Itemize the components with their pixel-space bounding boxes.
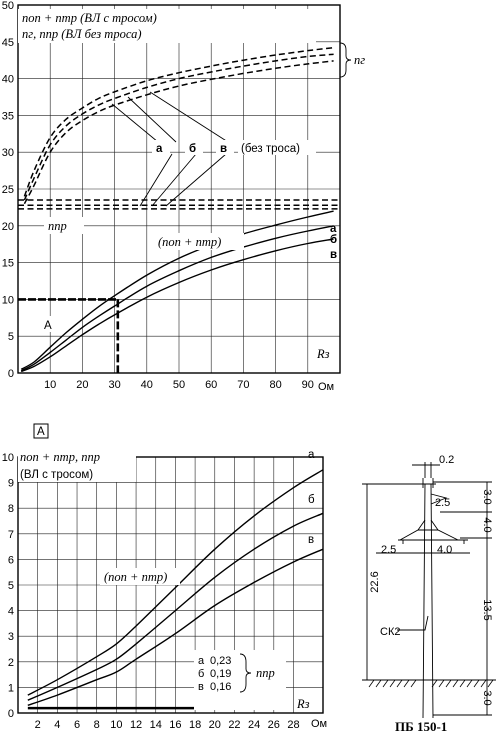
x-tick-label: 70 bbox=[237, 379, 250, 391]
legend-backdrop bbox=[194, 650, 286, 710]
hatch-mark bbox=[460, 680, 465, 687]
y-tick-label: 2 bbox=[7, 656, 14, 669]
bot-curve-b-label: б bbox=[308, 494, 315, 506]
dim-ground-seg: 3.0 bbox=[481, 690, 493, 706]
bottom-xlabel: Rз bbox=[297, 697, 310, 711]
tower-caption: ПБ 150-1 bbox=[395, 719, 448, 733]
x-tick-label: 20 bbox=[76, 379, 89, 391]
hatch-mark bbox=[439, 680, 444, 687]
top-curve-a-label: а bbox=[330, 223, 337, 235]
top-ylabel-2: nг, nпр (ВЛ без троса) bbox=[22, 27, 142, 41]
hatch-mark bbox=[488, 680, 493, 687]
bottom-nopntr-label: (nоп + nтр) bbox=[104, 570, 168, 584]
x-tick-label: 28 bbox=[287, 719, 300, 731]
bottom-ylabel-1: nоп + nтр, nпр bbox=[20, 450, 100, 464]
y-tick-label: 45 bbox=[1, 36, 14, 49]
x-tick-label: 16 bbox=[169, 719, 182, 731]
top-chart bbox=[2, 0, 366, 393]
x-tick-label: 26 bbox=[267, 719, 280, 731]
y-tick-label: 4 bbox=[7, 605, 14, 618]
legend-a-value: 0,23 bbox=[210, 655, 232, 667]
y-tick-label: 8 bbox=[7, 503, 14, 516]
x-tick-label: 20 bbox=[208, 719, 221, 731]
y-tick-label: 5 bbox=[7, 580, 14, 592]
top-chart-x-ticks bbox=[44, 379, 314, 391]
hatch-mark bbox=[383, 680, 388, 687]
dim-top-width: 0.2 bbox=[439, 454, 455, 466]
y-tick-label: 0 bbox=[7, 368, 14, 380]
bottom-xunit: Ом bbox=[311, 718, 328, 730]
label-b: б bbox=[189, 143, 197, 155]
x-tick-label: 10 bbox=[110, 719, 123, 731]
ng-label: nг bbox=[354, 53, 366, 67]
hatch-mark bbox=[467, 680, 472, 687]
hatch-mark bbox=[446, 680, 451, 687]
x-tick-label: 30 bbox=[108, 379, 121, 391]
x-tick-label: 22 bbox=[228, 719, 241, 731]
y-tick-label: 25 bbox=[1, 184, 14, 196]
dim-right-arm: 4.0 bbox=[437, 544, 453, 556]
hatch-mark bbox=[369, 680, 374, 687]
y-tick-label: 50 bbox=[1, 0, 14, 12]
ref-point-label: A bbox=[44, 320, 52, 332]
dim-left-arm: 2.5 bbox=[381, 544, 397, 556]
tower-drawing bbox=[362, 454, 496, 733]
y-tick-label: 3 bbox=[7, 631, 14, 644]
x-tick-label: 40 bbox=[140, 379, 153, 391]
bottom-chart-x-ticks bbox=[35, 719, 300, 731]
no-wire-label: (без троса) bbox=[241, 143, 300, 155]
sk2-label: СК2 bbox=[380, 626, 401, 638]
dim-total-height: 22.6 bbox=[369, 571, 381, 593]
x-tick-label: 4 bbox=[54, 719, 61, 731]
bottom-chart bbox=[2, 424, 327, 731]
hatch-mark bbox=[474, 680, 479, 687]
y-tick-label: 0 bbox=[7, 708, 14, 720]
x-tick-label: 60 bbox=[205, 379, 218, 391]
legend-npr: nпр bbox=[256, 666, 275, 680]
legend-v-letter: в bbox=[198, 681, 204, 693]
top-chart-grid bbox=[18, 5, 340, 373]
top-xunit: Ом bbox=[318, 381, 335, 393]
top-ylabel-1: nоп + nтр (ВЛ с тросом) bbox=[22, 11, 157, 25]
label-a: а bbox=[156, 143, 163, 155]
y-tick-label: 1 bbox=[7, 682, 14, 695]
npr-label: nпр bbox=[48, 219, 67, 233]
legend-b-letter: б bbox=[198, 668, 205, 680]
ng-brace bbox=[340, 43, 351, 77]
nopntr-label: (nоп + nтр) bbox=[158, 235, 222, 249]
hatch-mark bbox=[404, 680, 409, 687]
x-tick-label: 8 bbox=[93, 719, 100, 731]
hatch-mark bbox=[397, 680, 402, 687]
x-tick-label: 80 bbox=[269, 379, 282, 391]
hatch-mark bbox=[390, 680, 395, 687]
x-tick-label: 6 bbox=[73, 719, 81, 731]
y-tick-label: 20 bbox=[1, 220, 14, 233]
y-tick-label: 10 bbox=[1, 294, 14, 307]
y-tick-label: 40 bbox=[1, 73, 14, 86]
x-tick-label: 90 bbox=[301, 379, 314, 391]
y-tick-label: 10 bbox=[1, 452, 14, 464]
ground-hatch bbox=[369, 680, 493, 687]
legend-v-value: 0,16 bbox=[210, 681, 232, 693]
hatch-mark bbox=[481, 680, 486, 687]
label-v: в bbox=[220, 143, 228, 155]
x-tick-label: 2 bbox=[34, 719, 41, 731]
crossarm bbox=[398, 520, 468, 544]
top-chart-y-ticks bbox=[2, 0, 14, 380]
top-width-dim bbox=[412, 462, 440, 478]
x-tick-label: 24 bbox=[248, 719, 261, 731]
x-tick-label: 18 bbox=[188, 719, 202, 731]
y-tick-label: 6 bbox=[7, 554, 14, 567]
dim-mid-seg: 4.0 bbox=[481, 517, 493, 533]
y-tick-label: 9 bbox=[7, 477, 14, 490]
x-tick-label: 10 bbox=[44, 379, 57, 391]
x-tick-label: 12 bbox=[129, 719, 143, 731]
dim-top-seg: 3.0 bbox=[481, 489, 493, 505]
hatch-mark bbox=[376, 680, 381, 687]
x-tick-label: 50 bbox=[172, 379, 186, 391]
legend-b-value: 0,19 bbox=[210, 668, 232, 680]
top-curve-b-label: б bbox=[330, 234, 338, 246]
top-curve-v-label: в bbox=[330, 249, 338, 261]
legend-a-letter: а bbox=[198, 655, 205, 667]
dim-lower-seg: 13.5 bbox=[481, 599, 493, 621]
box-label: A bbox=[37, 426, 45, 438]
y-tick-label: 7 bbox=[7, 528, 14, 541]
bot-curve-v-label: в bbox=[308, 534, 315, 546]
hatch-mark bbox=[411, 680, 416, 687]
y-tick-label: 15 bbox=[1, 257, 14, 270]
bot-curve-a-label: а bbox=[308, 449, 315, 461]
y-tick-label: 30 bbox=[1, 147, 14, 160]
pole-top bbox=[420, 478, 436, 488]
y-tick-label: 35 bbox=[1, 110, 14, 123]
bottom-ylabel-2: (ВЛ с тросом) bbox=[20, 469, 94, 481]
y-tick-label: 5 bbox=[7, 331, 14, 344]
top-xlabel: Rз bbox=[317, 347, 330, 361]
pole bbox=[423, 484, 433, 718]
bottom-chart-y-ticks bbox=[2, 452, 14, 720]
x-tick-label: 14 bbox=[149, 719, 162, 731]
dim-crossarm-gap: 2.5 bbox=[435, 497, 451, 509]
hatch-mark bbox=[453, 680, 458, 687]
